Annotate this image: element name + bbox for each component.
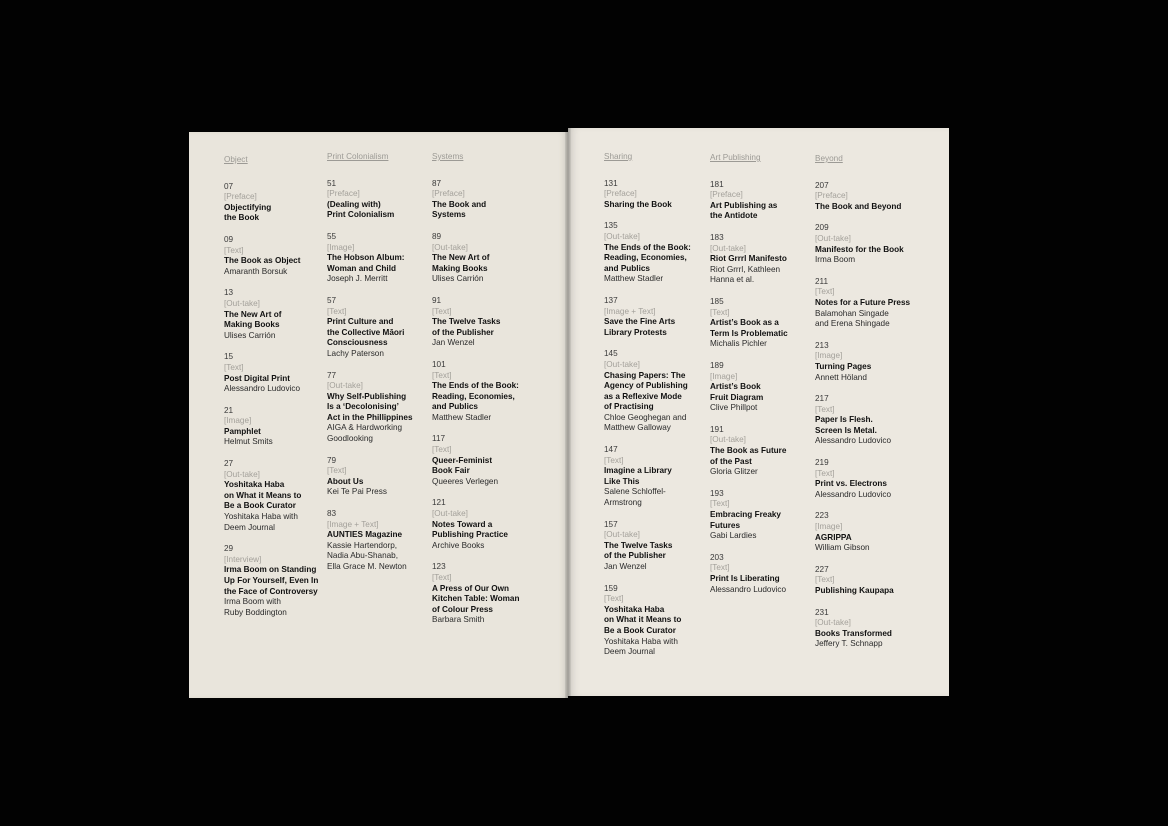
entry-type-tag: [Out-take] [710,435,746,445]
toc-entry [224,406,322,448]
page-number: 29 [224,544,234,554]
toc-entry [604,349,704,434]
toc-entry [327,371,427,445]
page-number: 189 [710,360,724,370]
page-number: 79 [327,455,337,465]
entry-type-tag: [Image] [327,242,355,252]
page-number: 223 [815,511,829,521]
entry-title: The New Art of Making Books [224,309,282,330]
toc-entry [604,520,704,573]
toc-entry [432,179,530,221]
page-number: 231 [815,607,829,617]
entry-title: Chasing Papers: The Agency of Publishing as a Reflexive Mode of Practising [604,370,688,412]
toc-entry [710,425,810,478]
toc-entry [432,434,530,487]
book-spine [565,128,571,698]
page-number: 21 [224,405,234,415]
entry-author: Annett Höland [815,372,867,382]
toc-entry [432,296,530,349]
entry-title: The Book and Beyond [815,201,902,211]
entry-title: Notes for a Future Press [815,297,911,307]
entry-title: Why Self-Publishing Is a ‘Decolonising’ Act in the Phillippines [327,391,413,422]
page-number: 219 [815,458,829,468]
entry-type-tag: [Text] [815,468,835,478]
toc-entry [432,498,530,551]
page-number: 159 [604,583,618,593]
entry-author: Barbara Smith [432,615,485,625]
toc-entry [815,181,915,213]
entry-type-tag: [Text] [815,287,835,297]
entry-title: Manifesto for the Book [815,244,904,254]
entry-author: Alessandro Ludovico [224,384,301,394]
entry-author: AIGA & Hardworking Goodlooking [327,423,403,444]
entry-type-tag: [Text] [327,306,347,316]
entry-author: Archive Books [432,540,485,550]
entry-title: (Dealing with) Print Colonialism [327,199,395,220]
entry-title: Art Publishing as the Antidote [710,200,778,221]
entry-author: Yoshitaka Haba with Deem Journal [224,512,298,532]
entry-title: Artist’s Book as a Term Is Problematic [710,318,788,338]
entry-author: Irma Boom [815,255,856,265]
entry-title: The Twelve Tasks of the Publisher [432,317,501,337]
toc-column [327,152,427,584]
entry-author: Gabi Lardies [710,531,757,541]
entry-type-tag: [Image] [710,371,738,381]
entry-author: Helmut Smits [224,437,273,447]
entry-type-tag: [Out-take] [224,298,260,308]
toc-entry [432,360,530,424]
entry-author: Jeffery T. Schnapp [815,639,883,649]
page-number: 13 [224,288,234,298]
entry-author: Amaranth Borsuk [224,266,288,276]
entry-title: Print Culture and the Collective Māori Consciousness [327,317,405,348]
toc-entry [224,544,322,618]
entry-author: Jan Wenzel [604,562,647,571]
entry-author: Alessandro Ludovico [815,489,892,499]
entry-title: Yoshitaka Haba on What it Means to Be a Book Curator [224,480,302,511]
entry-type-tag: [Preface] [224,192,257,202]
entry-type-tag: [Out-take] [432,509,468,519]
toc-entry [327,232,427,285]
page-number: 55 [327,231,337,241]
entry-type-tag: [Image] [815,522,843,532]
entry-title: Pamphlet [224,426,261,436]
entry-type-tag: [Out-take] [604,530,640,540]
page-number: 57 [327,295,337,305]
entry-type-tag: [Out-take] [327,381,363,391]
entry-type-tag: [Preface] [432,189,465,199]
toc-entry [815,565,915,597]
page-number: 183 [710,232,724,242]
page-number: 101 [432,359,446,369]
entry-type-tag: [Image] [224,416,252,426]
page-number: 203 [710,552,724,562]
toc-entry [710,297,810,350]
page-number: 15 [224,352,234,362]
entry-type-tag: [Out-take] [815,233,851,243]
entry-title: Books Transformed [815,628,892,638]
entry-title: The Twelve Tasks of the Publisher [604,540,673,561]
entry-type-tag: [Text] [224,362,244,372]
toc-entry [710,361,810,414]
page-number: 123 [432,562,446,572]
toc-entry [710,233,810,286]
page-number: 227 [815,564,829,574]
entry-author: Yoshitaka Haba with Deem Journal [604,636,678,657]
entry-title: Imagine a Library Like This [604,466,672,486]
entry-author: Matthew Stadler [432,412,492,422]
page-number: 91 [432,295,442,305]
entry-title: Irma Boom on Standing Up For Yourself, Even In the Face of Controversy [224,565,319,596]
page-number: 27 [224,459,234,469]
toc-entry [224,352,322,394]
page-number: 77 [327,370,337,380]
entry-title: Riot Grrrl Manifesto [710,254,787,264]
entry-title: Turning Pages [815,361,872,371]
toc-column [604,152,704,669]
entry-type-tag: [Image + Text] [327,519,379,529]
entry-type-tag: [Out-take] [224,469,260,479]
entry-author: Ulises Carrión [432,274,484,284]
entry-title: Objectifying the Book [224,202,272,223]
toc-entry [604,179,704,211]
entry-type-tag: [Text] [224,245,244,255]
entry-title: Yoshitaka Haba on What it Means to Be a Book Curator [604,604,682,635]
entry-type-tag: [Out-take] [432,242,468,252]
toc-entry [815,511,915,553]
page-number: 87 [432,178,442,188]
entry-author: Michalis Pichler [710,339,767,349]
toc-entry [815,458,915,500]
page-number: 137 [604,295,618,305]
entry-type-tag: [Text] [604,594,624,604]
toc-entry [710,489,810,542]
entry-title: A Press of Our Own Kitchen Table: Woman of Colour Press [432,583,520,614]
toc-entry [815,608,915,650]
page-number: 135 [604,221,618,231]
page-number: 145 [604,349,618,359]
entry-title: Print Is Liberating [710,574,780,583]
page-number: 209 [815,223,829,233]
entry-title: Notes Toward a Publishing Practice [432,519,508,540]
toc-entry [815,277,915,330]
toc-entry [327,509,427,573]
toc-entry [327,179,427,221]
page-number: 09 [224,234,234,244]
page-number: 51 [327,178,337,188]
page-number: 89 [432,231,442,241]
toc-entry [710,553,810,595]
entry-author: Alessandro Ludovico [815,436,892,446]
toc-entry [604,221,704,285]
page-number: 121 [432,498,446,508]
entry-type-tag: [Text] [432,370,452,380]
page-number: 117 [432,434,446,444]
entry-author: William Gibson [815,543,870,553]
page-number: 07 [224,181,234,191]
section-heading: Print Colonialism [327,152,389,161]
entry-type-tag: [Image + Text] [604,306,656,316]
entry-title: Publishing Kaupapa [815,586,894,595]
entry-type-tag: [Preface] [710,190,743,200]
page-number: 83 [327,509,337,519]
page-number: 157 [604,519,618,529]
entry-author: Joseph J. Merritt [327,274,388,284]
entry-author: Riot Grrrl, Kathleen Hanna et al. [710,264,781,285]
entry-title: Embracing Freaky Futures [710,510,781,530]
entry-author: Chloe Geoghegan and Matthew Galloway [604,412,687,433]
entry-title: Queer-Feminist Book Fair [432,455,493,476]
entry-author: Irma Boom with Ruby Boddington [224,597,287,617]
entry-type-tag: [Text] [710,307,730,317]
toc-column [710,153,810,606]
entry-author: Kei Te Pai Press [327,487,387,497]
toc-column [815,154,915,661]
toc-entry [604,445,704,509]
page-number: 213 [815,340,829,350]
page-number: 193 [710,488,724,498]
entry-title: The Ends of the Book: Reading, Economies, and Publics [432,381,519,412]
entry-title: The New Art of Making Books [432,253,490,273]
entry-title: Print vs. Electrons [815,479,887,489]
toc-entry [815,341,915,383]
section-heading: Beyond [815,154,843,163]
entry-type-tag: [Interview] [224,554,262,564]
entry-type-tag: [Text] [815,575,835,585]
entry-title: Post Digital Print [224,373,290,383]
entry-type-tag: [Text] [710,563,730,573]
entry-author: Lachy Paterson [327,348,384,358]
entry-title: About Us [327,476,364,486]
section-heading: Object [224,155,248,164]
page-number: 217 [815,394,829,404]
entry-title: The Book as Object [224,256,301,266]
toc-entry [604,296,704,338]
toc-entry [432,562,530,626]
entry-type-tag: [Out-take] [710,243,746,253]
toc-entry [224,288,322,341]
entry-author: Balamohan Singade and Erena Shingade [815,308,890,329]
toc-entry [815,394,915,447]
page-number: 207 [815,180,829,190]
toc-column [224,155,322,629]
entry-author: Queeres Verlegen [432,476,498,486]
entry-title: AUNTIES Magazine [327,530,403,540]
toc-column [432,152,530,637]
entry-author: Ulises Carrión [224,330,276,340]
toc-entry [710,180,810,222]
entry-type-tag: [Preface] [604,189,637,199]
entry-type-tag: [Text] [432,573,452,582]
entry-author: Clive Phillpot [710,403,758,413]
toc-entry [224,459,322,533]
entry-author: Kassie Hartendorp, Nadia Abu-Shanab, Ella Grace M. Newton [327,540,407,571]
entry-title: Paper Is Flesh. Screen Is Metal. [815,415,877,435]
entry-type-tag: [Out-take] [604,231,640,241]
entry-author: Gloria Glitzer [710,467,758,477]
toc-entry [432,232,530,285]
entry-type-tag: [Text] [815,404,835,414]
entry-author: Matthew Stadler [604,274,664,284]
entry-title: The Book and Systems [432,199,487,220]
entry-title: Sharing the Book [604,199,672,209]
page-number: 181 [710,179,724,189]
entry-type-tag: [Out-take] [815,618,851,628]
entry-type-tag: [Out-take] [604,359,640,369]
entry-type-tag: [Text] [432,445,452,455]
entry-author: Jan Wenzel [432,338,475,348]
toc-entry [224,235,322,277]
toc-entry [604,584,704,658]
page-number: 131 [604,178,618,188]
page-number: 191 [710,424,724,434]
page-number: 185 [710,296,724,306]
toc-entry [327,456,427,498]
toc-entry [224,182,322,224]
toc-entry [815,223,915,265]
entry-title: Save the Fine Arts Library Protests [604,317,676,337]
entry-title: AGRIPPA [815,532,852,542]
entry-type-tag: [Preface] [327,189,360,199]
entry-type-tag: [Text] [432,306,452,316]
section-heading: Sharing [604,152,633,161]
entry-author: Salene Schloffel- Armstrong [604,487,666,508]
section-heading: Systems [432,152,464,161]
entry-title: The Hobson Album: Woman and Child [327,253,405,273]
entry-author: Alessandro Ludovico [710,584,787,594]
entry-type-tag: [Preface] [815,191,848,201]
page-number: 147 [604,445,618,455]
toc-entry [327,296,427,360]
entry-type-tag: [Text] [710,499,730,509]
page-number: 211 [815,276,829,286]
entry-title: Artist’s Book Fruit Diagram [710,382,764,402]
entry-type-tag: [Image] [815,351,843,361]
entry-title: The Ends of the Book: Reading, Economies, and Publics [604,242,691,273]
entry-type-tag: [Text] [327,466,347,476]
entry-title: The Book as Future of the Past [710,446,787,466]
entry-type-tag: [Text] [604,455,624,465]
section-heading: Art Publishing [710,153,761,162]
